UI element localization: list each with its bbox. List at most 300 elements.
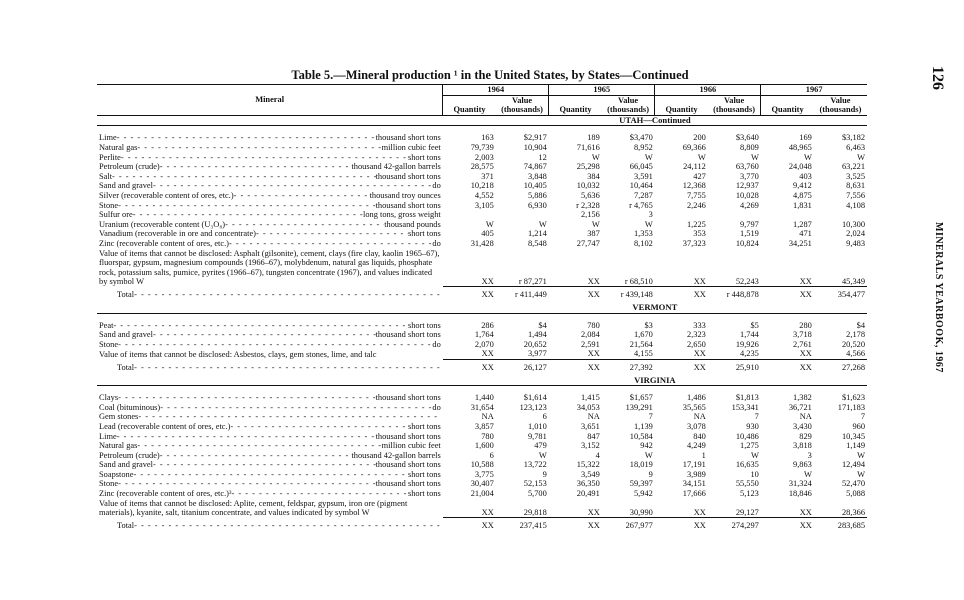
table-row	[97, 441, 867, 451]
mineral-name-cell	[97, 191, 443, 201]
unit-label: thousand 42-gallon barrels	[351, 450, 441, 460]
quantity-cell: 3,989	[686, 469, 706, 479]
table-row	[97, 181, 867, 191]
value-cell: 1,214	[527, 229, 547, 239]
mineral-label: Sulfur ore	[99, 210, 133, 220]
value-cell: 12,494	[841, 460, 865, 470]
quantity-cell: 387	[587, 229, 600, 239]
total-quantity-cell: XX	[761, 359, 814, 375]
quantity-cell: 4,552	[474, 190, 494, 200]
value-cell: 10,904	[523, 142, 547, 152]
value-cell: 20,652	[523, 339, 547, 349]
leader-dots	[117, 133, 376, 143]
empty-cell	[97, 303, 443, 313]
leader-dots	[133, 210, 363, 220]
value-header: Value (thousands)	[814, 95, 867, 115]
quantity-cell: 2,650	[686, 339, 706, 349]
table-row	[97, 143, 867, 153]
value-cell: 3,848	[527, 171, 547, 181]
value-cell: 20,520	[841, 339, 865, 349]
value-cell: 153,341	[731, 402, 759, 412]
leader-dots	[134, 521, 441, 531]
quantity-cell: 20,491	[576, 489, 600, 499]
value-cell: 66,045	[629, 162, 653, 172]
value-cell	[496, 210, 549, 220]
quantity-cell: 829	[799, 431, 812, 441]
total-value-cell: 354,477	[814, 287, 867, 303]
quantity-cell: 2,246	[686, 200, 706, 210]
value-cell: 4,566	[846, 349, 865, 359]
value-cell: $3,470	[629, 133, 653, 143]
value-cell: 30,990	[629, 507, 653, 517]
value-header: Value (thousands)	[496, 95, 549, 115]
value-cell: 3	[648, 210, 653, 220]
value-cell: 2,178	[846, 330, 865, 340]
value-cell: 10,028	[735, 190, 759, 200]
value-cell: 930	[746, 421, 759, 431]
quantity-cell: 35,565	[682, 402, 706, 412]
value-cell: W	[857, 469, 865, 479]
mineral-name-cell	[97, 239, 443, 249]
leader-dots	[121, 153, 408, 163]
mineral-label: Coal (bituminous)	[99, 402, 161, 412]
value-cell: $2,917	[523, 133, 547, 143]
value-cell: 63,221	[841, 162, 865, 172]
quantity-cell: 31,324	[788, 479, 812, 489]
quantity-cell: 1,600	[474, 441, 494, 451]
value-cell: W	[857, 152, 865, 162]
total-quantity-cell: XX	[443, 287, 496, 303]
table-row	[97, 499, 867, 518]
mineral-name-cell	[97, 201, 443, 211]
unit-label: thousand short tons	[375, 330, 441, 340]
mineral-name-cell	[97, 460, 443, 470]
value-cell: 5,886	[527, 190, 547, 200]
unit-label: thousand short tons	[375, 200, 441, 210]
mineral-name-cell	[97, 403, 443, 413]
value-cell: 8,809	[740, 142, 759, 152]
value-cell: 8,631	[846, 181, 865, 191]
leader-dots	[153, 330, 376, 340]
table-row	[97, 403, 867, 413]
mineral-label: Zinc (recoverable content of ores, etc.)	[99, 238, 229, 248]
value-cell: 18,019	[629, 460, 653, 470]
quantity-cell: 79,739	[470, 142, 494, 152]
quantity-cell: 371	[481, 171, 494, 181]
value-cell: 1,353	[633, 229, 653, 239]
mineral-label: Perlite	[99, 152, 121, 162]
total-value-cell: r 411,449	[496, 287, 549, 303]
value-cell: 123,123	[519, 402, 547, 412]
quantity-cell: 2,323	[686, 330, 706, 340]
value-cell: $1,614	[523, 393, 547, 403]
mineral-label: Natural gas	[99, 142, 138, 152]
value-cell: 5,088	[846, 489, 865, 499]
mineral-name-cell	[97, 210, 443, 220]
quantity-cell: 17,191	[682, 460, 706, 470]
unit-label: thousand short tons	[375, 133, 441, 143]
table-row	[97, 330, 867, 340]
year-header: 1966	[655, 85, 761, 96]
value-cell: r 4,765	[629, 200, 653, 210]
quantity-cell: 353	[693, 229, 706, 239]
quantity-cell: 24,048	[788, 162, 812, 172]
unit-label: thousand short tons	[375, 393, 441, 403]
quantity-cell: 3,152	[580, 441, 600, 451]
quantity-cell: 24,112	[683, 162, 706, 172]
quantity-cell: 2,591	[580, 339, 600, 349]
value-cell: 1,519	[740, 229, 759, 239]
mineral-name-cell	[97, 249, 443, 287]
mineral-label: Salt	[99, 171, 113, 181]
value-cell: 3,770	[740, 171, 759, 181]
total-quantity-cell: XX	[655, 287, 708, 303]
mineral-label: Value of items that cannot be disclosed: Asphalt (gilsonite), cement, clays (fire clay, kaolin 1965–67), fluorspar, gypsum, magnesium compounds (1966–67), molybdenum, natural gas liquids, phosphate rock, potassium salts, pumice, pyrites (1966–67), tungsten concentrate (1967), and values indicated by symbol W	[99, 248, 440, 287]
mineral-label: Gem stones	[99, 412, 139, 422]
quantity-cell: 1,287	[793, 219, 812, 229]
value-cell: 10,486	[735, 431, 759, 441]
spacer-row	[97, 386, 867, 394]
unit-label: thousand short tons	[375, 171, 441, 181]
value-cell: W	[644, 450, 653, 460]
total-label: Total	[117, 521, 135, 531]
value-cell: $3,182	[841, 133, 865, 143]
value-cell: r 87,271	[518, 276, 547, 286]
mineral-label: Value of items that cannot be disclosed: Aplite, cement, feldspar, gypsum, iron ore (pigment materials), kyanite, salt, titanium concentrate, and values indicated by symbol W	[99, 498, 408, 518]
table-row	[97, 460, 867, 470]
quantity-cell: W	[803, 469, 812, 479]
value-cell: 9	[542, 469, 547, 479]
value-cell: 1,010	[527, 421, 547, 431]
mineral-name-cell	[97, 172, 443, 182]
leader-dots	[118, 393, 376, 403]
value-cell: 29,818	[523, 507, 547, 517]
leader-dots	[133, 470, 408, 480]
value-cell: 10,464	[629, 181, 653, 191]
mineral-label: Uranium (recoverable content (U₃O₈)	[99, 219, 226, 229]
total-quantity-cell: XX	[761, 518, 814, 534]
table-row	[97, 201, 867, 211]
unit-label: million cubic feet	[381, 142, 441, 152]
value-cell: 4,269	[740, 200, 759, 210]
quantity-cell	[761, 210, 814, 220]
total-quantity-cell: XX	[443, 518, 496, 534]
quantity-cell: 427	[693, 171, 706, 181]
value-cell: $4	[538, 320, 547, 330]
mineral-label: Natural gas	[99, 441, 138, 451]
unit-label: thousand short tons	[375, 460, 441, 470]
quantity-cell: NA	[587, 412, 600, 422]
value-cell: 5,700	[527, 489, 547, 499]
value-cell: 1,139	[633, 421, 653, 431]
leader-dots	[134, 363, 441, 373]
quantity-cell: XX	[799, 507, 812, 517]
mineral-label: Stone	[99, 339, 119, 349]
mineral-name-cell	[97, 441, 443, 451]
total-label-cell	[97, 287, 443, 303]
mineral-label: Zinc (recoverable content of ores, etc.)³	[99, 489, 232, 499]
value-cell	[708, 210, 761, 220]
total-row	[97, 359, 867, 375]
mineral-production-table	[97, 84, 867, 534]
value-cell: 21,564	[629, 339, 653, 349]
value-cell: 1,670	[633, 330, 653, 340]
mineral-name-cell	[97, 153, 443, 163]
unit-label: do	[432, 402, 441, 412]
leader-dots	[118, 479, 376, 489]
value-cell: W	[538, 219, 547, 229]
quantity-cell: XX	[587, 349, 600, 359]
mineral-name-cell	[97, 422, 443, 432]
spacer-row	[97, 313, 867, 321]
value-cell: 52,470	[841, 479, 865, 489]
value-cell: $5	[750, 320, 759, 330]
table-row	[97, 249, 867, 287]
total-value-cell: 25,910	[708, 359, 761, 375]
mineral-name-cell	[97, 330, 443, 340]
quantity-cell: 1,440	[474, 393, 494, 403]
table-row	[97, 489, 867, 499]
total-quantity-cell: XX	[655, 359, 708, 375]
quantity-cell: 405	[481, 229, 494, 239]
value-cell: W	[644, 219, 653, 229]
quantity-cell: 10,032	[576, 181, 600, 191]
quantity-cell: 25,298	[576, 162, 600, 172]
quantity-cell: 5,636	[580, 190, 600, 200]
year-header: 1965	[549, 85, 655, 96]
quantity-cell: W	[591, 219, 600, 229]
quantity-cell: XX	[587, 507, 600, 517]
value-cell: $1,657	[629, 393, 653, 403]
mineral-column-header: Mineral	[97, 85, 443, 116]
table-row	[97, 393, 867, 403]
quantity-cell: W	[485, 219, 494, 229]
value-cell: 6,463	[846, 142, 865, 152]
value-cell: $1,623	[841, 393, 865, 403]
quantity-header: Quantity	[549, 95, 602, 115]
unit-label: do	[432, 181, 441, 191]
quantity-cell: 21,004	[470, 489, 494, 499]
value-cell: 7,287	[633, 190, 653, 200]
year-header-row	[97, 85, 867, 96]
table-row	[97, 432, 867, 442]
quantity-cell: 471	[799, 229, 812, 239]
mineral-label: Petroleum (crude)	[99, 162, 160, 172]
quantity-cell: 15,322	[576, 460, 600, 470]
unit-label: thousand short tons	[375, 431, 441, 441]
value-cell: 10,300	[841, 219, 865, 229]
quantity-cell: 4	[595, 450, 600, 460]
value-cell: 10	[750, 469, 759, 479]
mineral-name-cell	[97, 349, 443, 359]
quantity-cell: 34,053	[576, 402, 600, 412]
quantity-cell	[655, 210, 708, 220]
value-cell: r 68,510	[624, 276, 653, 286]
unit-label: short tons	[407, 421, 441, 431]
mineral-label: Lime	[99, 431, 117, 441]
quantity-cell: 4,875	[793, 190, 812, 200]
quantity-cell: 780	[481, 431, 494, 441]
quantity-cell: 3,857	[474, 421, 494, 431]
total-value-cell: 26,127	[496, 359, 549, 375]
quantity-cell: 3,651	[580, 421, 600, 431]
table-row	[97, 229, 867, 239]
mineral-label: Peat	[99, 320, 114, 330]
table-row	[97, 412, 867, 422]
value-cell: 52,243	[735, 276, 759, 286]
value-cell: 6	[542, 412, 547, 422]
quantity-cell: r 2,328	[576, 200, 600, 210]
value-cell: 8,548	[527, 238, 547, 248]
running-side-title: MINERALS YEARBOOK, 1967	[933, 222, 944, 373]
value-cell: 16,635	[735, 460, 759, 470]
unit-label: thousand pounds	[384, 219, 441, 229]
value-cell: 1,275	[740, 441, 759, 451]
total-value-cell: r 439,148	[602, 287, 655, 303]
table-row	[97, 133, 867, 143]
quantity-header: Quantity	[443, 95, 496, 115]
leader-dots	[134, 290, 441, 300]
quantity-cell: 36,350	[576, 479, 600, 489]
quantity-cell: 286	[481, 320, 494, 330]
mineral-label: Petroleum (crude)	[99, 450, 160, 460]
unit-label: million cubic feet	[381, 441, 441, 451]
table-title: Table 5.—Mineral production ¹ in the United States, by States—Continued	[291, 68, 689, 82]
quantity-cell: 280	[799, 320, 812, 330]
value-cell: W	[750, 450, 759, 460]
value-cell: 2,024	[846, 229, 865, 239]
quantity-cell: 2,003	[474, 152, 494, 162]
quantity-cell: 69,366	[682, 142, 706, 152]
total-label-cell	[97, 518, 443, 534]
mineral-label: Soapstone	[99, 469, 134, 479]
mineral-name-cell	[97, 229, 443, 239]
quantity-cell: XX	[799, 276, 812, 286]
quantity-cell: 403	[799, 171, 812, 181]
quantity-cell: 1,415	[580, 393, 600, 403]
value-cell: 7	[754, 412, 759, 422]
quantity-cell: 34,251	[788, 238, 812, 248]
total-row	[97, 287, 867, 303]
quantity-cell: 18,846	[788, 489, 812, 499]
total-quantity-cell: XX	[761, 287, 814, 303]
mineral-name-cell	[97, 470, 443, 480]
quantity-cell: 9,412	[793, 181, 812, 191]
value-cell: 3,525	[846, 171, 865, 181]
table-row	[97, 349, 867, 359]
year-header: 1964	[443, 85, 549, 96]
table-row	[97, 172, 867, 182]
quantity-cell: W	[803, 152, 812, 162]
value-cell: W	[857, 450, 865, 460]
state-section-header	[97, 115, 867, 126]
leader-dots	[232, 489, 408, 499]
quantity-cell: XX	[799, 349, 812, 359]
quantity-cell: XX	[587, 276, 600, 286]
value-cell: 1,494	[527, 330, 547, 340]
mineral-label: Lime	[99, 133, 117, 143]
quantity-cell: 1	[701, 450, 706, 460]
value-cell: 4,155	[633, 349, 653, 359]
leader-dots	[160, 162, 352, 172]
mineral-name-cell	[97, 451, 443, 461]
mineral-name-cell	[97, 321, 443, 331]
quantity-cell: 3,549	[580, 469, 600, 479]
quantity-cell: 34,151	[682, 479, 706, 489]
value-cell: $3	[644, 320, 653, 330]
total-quantity-cell: XX	[443, 359, 496, 375]
value-cell: 74,867	[523, 162, 547, 172]
quantity-cell: 189	[587, 133, 600, 143]
unit-label: short tons	[407, 229, 441, 239]
quantity-cell: 71,616	[576, 142, 600, 152]
table-row	[97, 210, 867, 220]
value-cell: 8,952	[633, 142, 653, 152]
unit-label: short tons	[407, 469, 441, 479]
quantity-cell: 17,666	[682, 489, 706, 499]
quantity-cell: 37,323	[682, 238, 706, 248]
leader-dots	[117, 432, 376, 442]
unit-label: long tons, gross weight	[363, 210, 441, 220]
value-cell: 59,397	[629, 479, 653, 489]
quantity-cell: 169	[799, 133, 812, 143]
table-row	[97, 191, 867, 201]
mineral-label: Value of items that cannot be disclosed: Asbestos, clays, gem stones, lime, and talc	[99, 349, 377, 359]
mineral-label: Clays	[99, 393, 119, 403]
quantity-cell: 10,588	[470, 460, 494, 470]
quantity-cell: 1,225	[686, 219, 706, 229]
value-cell: 10,824	[735, 238, 759, 248]
mineral-name-cell	[97, 479, 443, 489]
unit-label: thousand troy ounces	[369, 190, 441, 200]
value-cell: 13,722	[523, 460, 547, 470]
table-row	[97, 153, 867, 163]
mineral-name-cell	[97, 220, 443, 230]
quantity-cell: 7,755	[686, 190, 706, 200]
mineral-name-cell	[97, 489, 443, 499]
value-cell: 942	[640, 441, 653, 451]
quantity-cell: 9,863	[793, 460, 812, 470]
quantity-cell: XX	[481, 507, 494, 517]
total-value-cell: 267,977	[602, 518, 655, 534]
empty-cell	[97, 376, 443, 386]
leader-dots	[160, 451, 352, 461]
quantity-cell: 847	[587, 431, 600, 441]
unit-label: do	[432, 238, 441, 248]
leader-dots	[112, 172, 376, 182]
leader-dots	[229, 239, 432, 249]
quantity-cell	[443, 210, 496, 220]
quantity-cell: 780	[587, 320, 600, 330]
value-cell: 63,760	[735, 162, 759, 172]
mineral-name-cell	[97, 432, 443, 442]
state-section-header	[97, 303, 867, 313]
leader-dots	[118, 201, 376, 211]
leader-dots	[160, 403, 432, 413]
mineral-label: Vanadium (recoverable in ore and concentrate)	[99, 229, 256, 239]
quantity-cell: 28,575	[470, 162, 494, 172]
quantity-cell: 384	[587, 171, 600, 181]
quantity-cell: 6	[489, 450, 494, 460]
total-value-cell: 27,268	[814, 359, 867, 375]
leader-dots	[153, 460, 376, 470]
value-cell: $1,813	[735, 393, 759, 403]
mineral-label: Stone	[99, 479, 119, 489]
leader-dots	[113, 321, 408, 331]
mineral-name-cell	[97, 162, 443, 172]
mineral-name-cell	[97, 412, 443, 422]
mineral-label: Silver (recoverable content of ores, etc.)	[99, 190, 234, 200]
